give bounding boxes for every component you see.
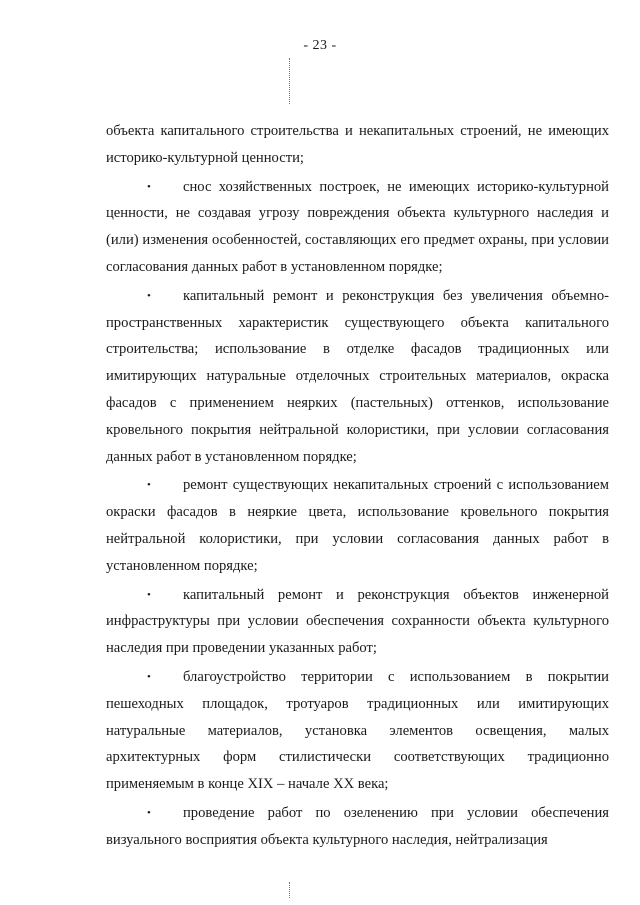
bullet-icon: • — [147, 289, 151, 302]
bullet-icon: • — [147, 806, 151, 819]
list-item — [106, 664, 609, 798]
list-item — [106, 800, 609, 854]
intro-paragraph: объекта капитального строительства и некапитальных строений, не имеющих историко-культурной ценности; — [106, 123, 609, 166]
document-body — [106, 118, 609, 854]
bullet-icon: • — [147, 588, 151, 601]
list-item — [106, 283, 609, 471]
bullet-icon: • — [147, 670, 151, 683]
list-item-text: капитальный ремонт и реконструкция объектов инженерной инфраструктуры при условии обеспечения сохранности объекта культурного наследия при проведении указанных работ; — [106, 586, 609, 657]
list-item-text: проведение работ по озеленению при условии обеспечения визуального восприятия объекта культурного наследия, нейтрализация — [106, 804, 609, 848]
fold-crease-top — [289, 58, 291, 104]
fold-crease-bottom — [289, 882, 291, 898]
list-item — [106, 472, 609, 579]
list-item-text: благоустройство территории с использованием в покрытии пешеходных площадок, тротуаров традиционных или имитирующих натуральные материалов, установка элементов освещения, малых архитектурных форм стилистически соответствующих традиционно применяемым в конце XIX – начале XX века; — [106, 668, 609, 793]
list-item-text: капитальный ремонт и реконструкция без увеличения объемно-пространственных характеристик существующего объекта капитального строительства; использование в отделке фасадов традиционных или имитирующих натуральные отделочных строительных материалов, окраска фасадов с применением неярких (пастельных) оттенков, использование кровельного покрытия нейтральной колористики, при условии согласования данных работ в установленном порядке; — [106, 287, 609, 465]
page-number: - 23 - — [303, 38, 337, 53]
list-item-text: снос хозяйственных построек, не имеющих историко-культурной ценности, не создавая угрозу повреждения объекта культурного наследия и (или) изменения особенностей, составляющих его предмет охраны, при условии согласования данных работ в установленном порядке; — [106, 178, 609, 275]
list-item — [106, 174, 609, 281]
list-item — [106, 582, 609, 662]
bullet-icon: • — [147, 479, 151, 492]
list-item-text: ремонт существующих некапитальных строений с использованием окраски фасадов в неяркие цвета, использование кровельного покрытия нейтральной колористики, при условии согласования данных работ в установленном порядке; — [106, 477, 609, 574]
bullet-icon: • — [147, 180, 151, 193]
